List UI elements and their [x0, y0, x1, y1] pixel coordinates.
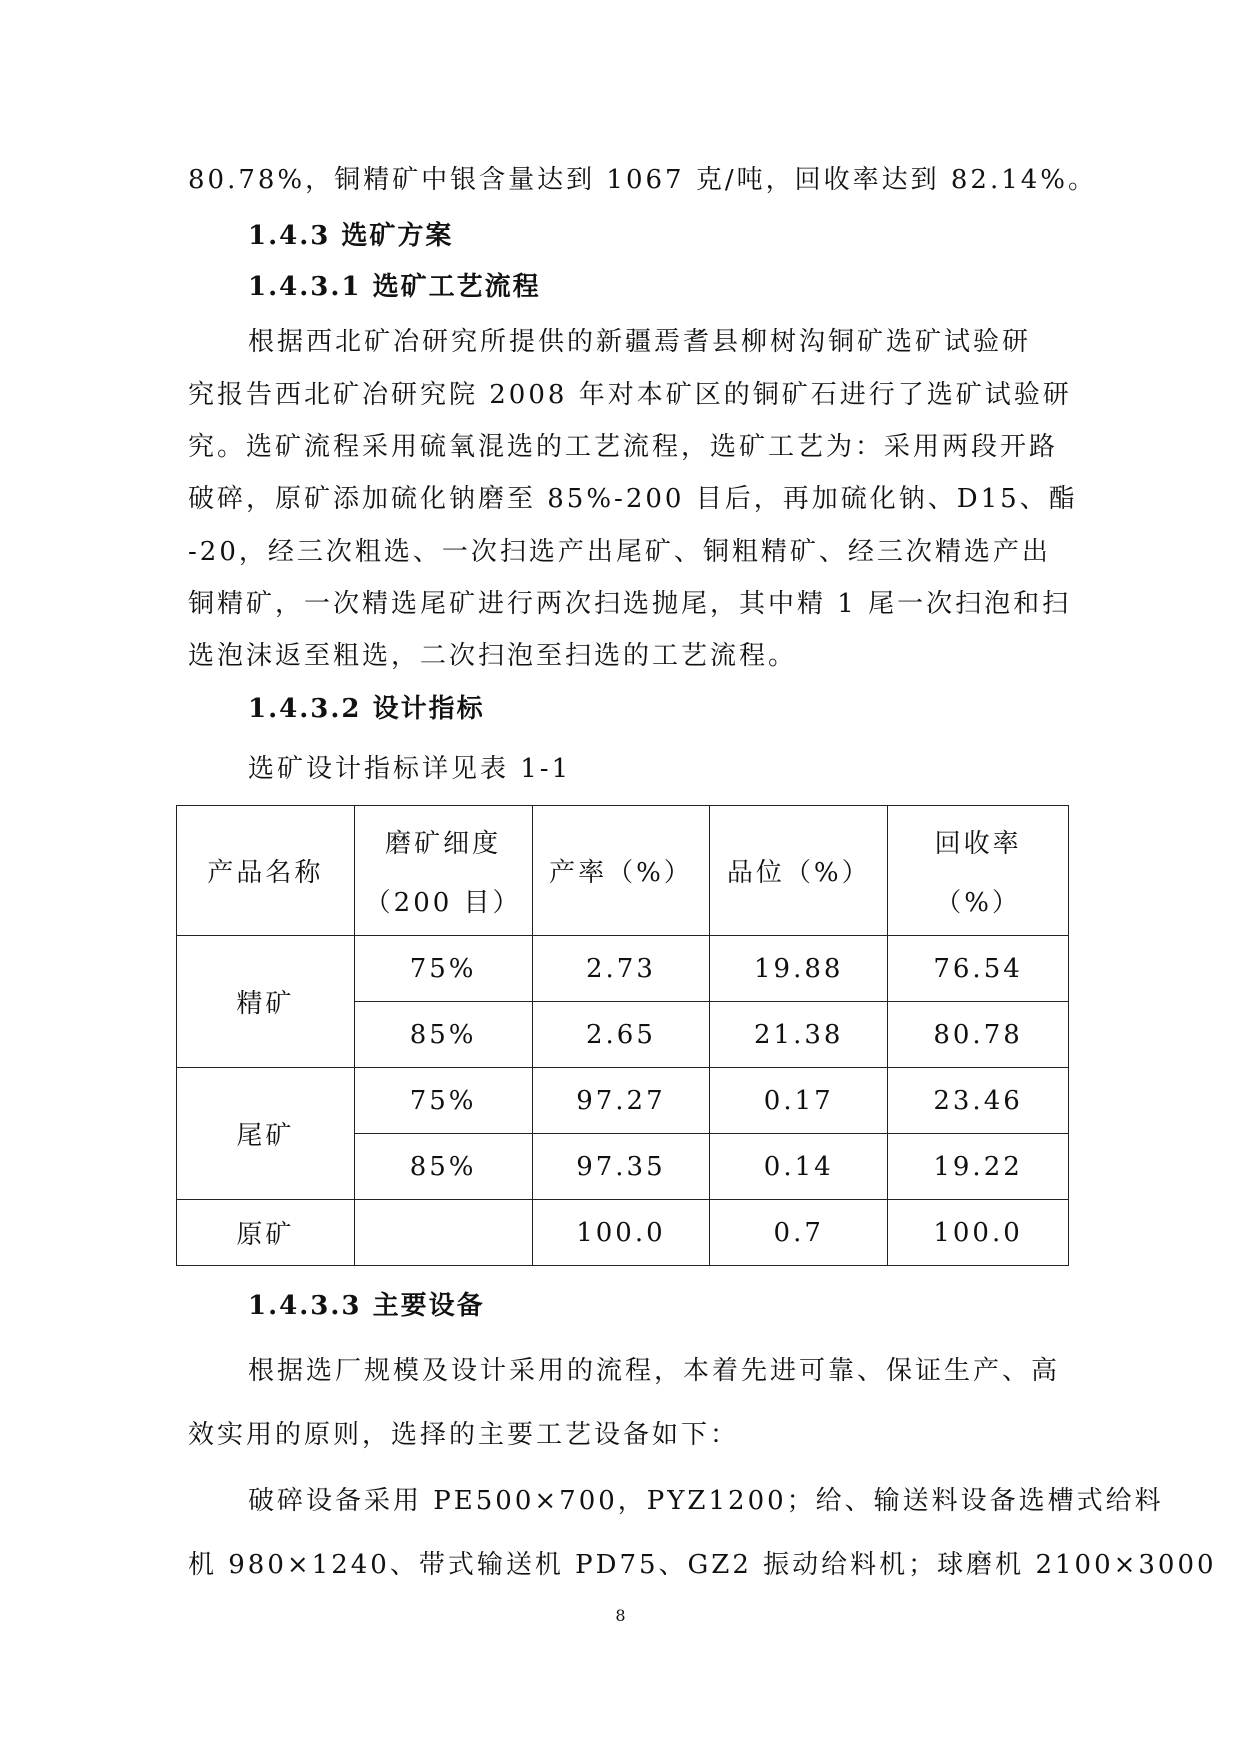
page-number: 8 [615, 1606, 626, 1625]
cell-recovery: 19.22 [888, 1134, 1069, 1200]
header-recovery [888, 806, 1069, 936]
table-row [177, 1068, 1069, 1134]
group-tailings: 尾矿 [177, 1068, 355, 1200]
paragraph-line: 铜精矿，一次精选尾矿进行两次扫选抛尾，其中精 1 尾一次扫泡和扫 [188, 589, 1072, 619]
paragraph-line: 破碎设备采用 PE500×700，PYZ1200；给、输送料设备选槽式给料 [248, 1486, 1164, 1516]
table-row [177, 936, 1069, 1002]
cell-fineness: 85% [354, 1134, 532, 1200]
cell-yield: 97.27 [532, 1068, 710, 1134]
header-product: 产品名称 [177, 806, 355, 936]
subsection-heading: 1.4.3.2 设计指标 [248, 694, 485, 724]
group-raw: 原矿 [177, 1200, 355, 1266]
cell-grade: 0.7 [710, 1200, 888, 1266]
paragraph-line: 机 980×1240、带式输送机 PD75、GZ2 振动给料机；球磨机 2100×3000 [188, 1550, 1217, 1580]
cell-fineness: 75% [354, 936, 532, 1002]
header-recovery-line2: （%） [935, 887, 1021, 918]
table-caption: 选矿设计指标详见表 1-1 [248, 754, 572, 784]
paragraph-line: 效实用的原则，选择的主要工艺设备如下： [188, 1420, 740, 1450]
cell-recovery: 80.78 [888, 1002, 1069, 1068]
header-recovery-line1: 回收率 [934, 828, 1022, 859]
paragraph-line: 究。选矿流程采用硫氧混选的工艺流程，选矿工艺为：采用两段开路 [188, 432, 1059, 462]
section-heading: 1.4.3 选矿方案 [248, 221, 454, 251]
header-grade: 品位（%） [710, 806, 888, 936]
cell-grade: 0.17 [710, 1068, 888, 1134]
cell-recovery: 100.0 [888, 1200, 1069, 1266]
subsection-heading: 1.4.3.3 主要设备 [248, 1291, 485, 1321]
cell-fineness [354, 1200, 532, 1266]
table-row [177, 1200, 1069, 1266]
table-header-row [177, 806, 1069, 936]
cell-recovery: 76.54 [888, 936, 1069, 1002]
cell-grade: 19.88 [710, 936, 888, 1002]
cell-grade: 0.14 [710, 1134, 888, 1200]
paragraph-line: 选泡沫返至粗选，二次扫泡至扫选的工艺流程。 [188, 641, 798, 671]
header-yield: 产率（%） [532, 806, 710, 936]
paragraph-line: 根据西北矿冶研究所提供的新疆焉耆县柳树沟铜矿选矿试验研 [248, 327, 1032, 357]
cell-fineness: 85% [354, 1002, 532, 1068]
cell-yield: 100.0 [532, 1200, 710, 1266]
cell-yield: 2.65 [532, 1002, 710, 1068]
paragraph-line: 80.78%，铜精矿中银含量达到 1067 克/吨，回收率达到 82.14%。 [188, 165, 1097, 195]
paragraph-line: -20，经三次粗选、一次扫选产出尾矿、铜粗精矿、经三次精选产出 [188, 537, 1051, 567]
paragraph-line: 破碎，原矿添加硫化钠磨至 85%-200 目后，再加硫化钠、D15、酯 [188, 484, 1078, 514]
cell-grade: 21.38 [710, 1002, 888, 1068]
paragraph-line: 根据选厂规模及设计采用的流程，本着先进可靠、保证生产、高 [248, 1356, 1061, 1386]
group-concentrate: 精矿 [177, 936, 355, 1068]
cell-yield: 2.73 [532, 936, 710, 1002]
header-fineness-line1: 磨矿细度 [385, 828, 502, 859]
header-fineness-line2: （200 目） [364, 887, 522, 918]
cell-recovery: 23.46 [888, 1068, 1069, 1134]
design-indicator-table [176, 805, 1069, 1266]
subsection-heading: 1.4.3.1 选矿工艺流程 [248, 272, 541, 302]
cell-yield: 97.35 [532, 1134, 710, 1200]
cell-fineness: 75% [354, 1068, 532, 1134]
header-fineness [354, 806, 532, 936]
paragraph-line: 究报告西北矿冶研究院 2008 年对本矿区的铜矿石进行了选矿试验研 [188, 380, 1072, 410]
